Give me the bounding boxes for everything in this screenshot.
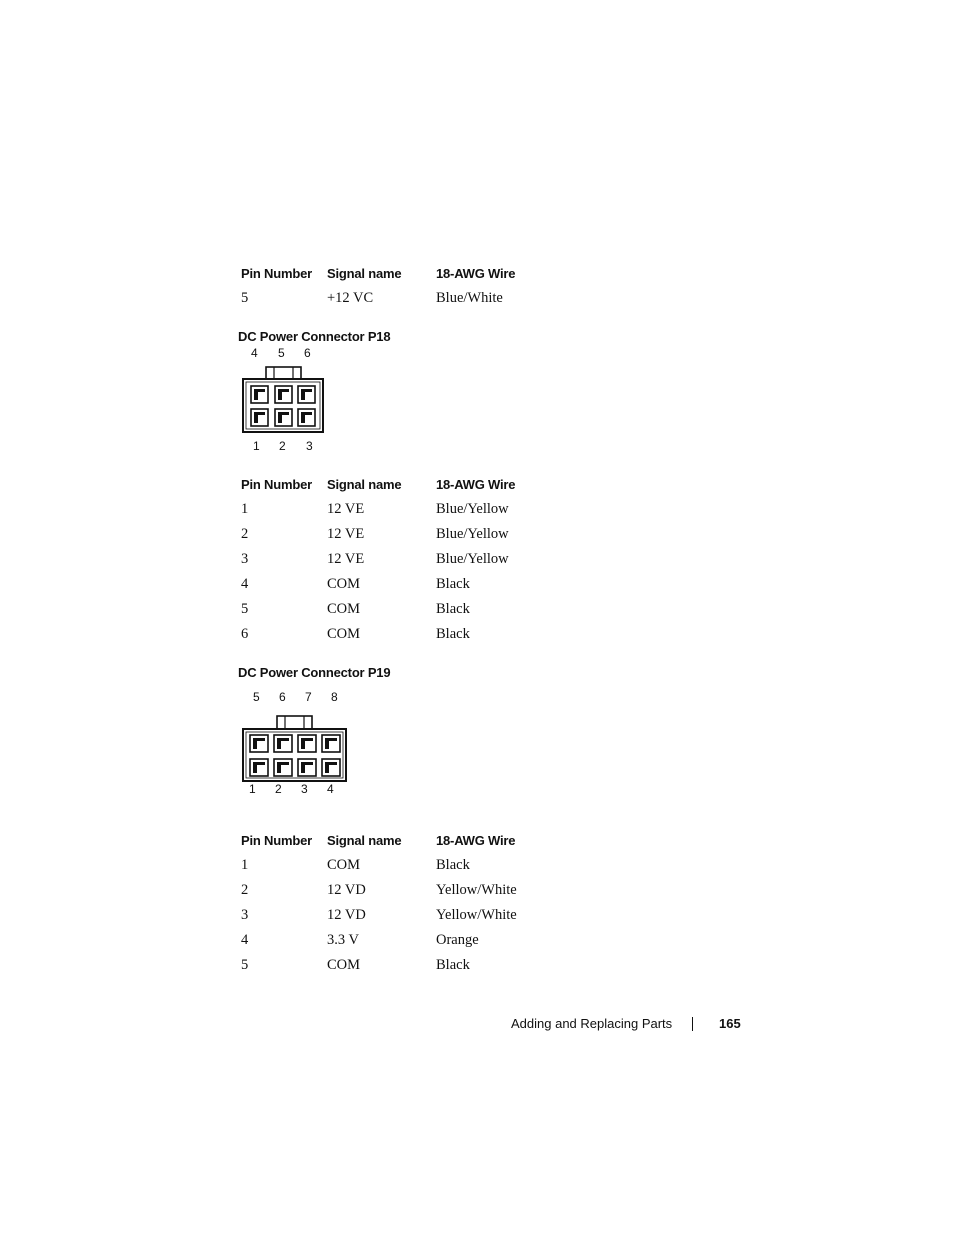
wire-color: Black [436,957,470,973]
wire-color: Black [436,857,470,873]
pin-label: 7 [305,690,312,704]
table-row [241,932,561,952]
pin-label: 3 [306,439,313,453]
pin-number: 5 [241,290,249,306]
pin-number: 6 [241,626,249,642]
table-row [241,290,561,310]
table-row [241,526,561,546]
wire-color: Black [436,626,470,642]
wire-color: Black [436,576,470,592]
header-pin-number: Pin Number [241,266,312,281]
pin-number: 3 [241,551,249,567]
signal-name: COM [327,957,361,973]
pin-number: 5 [241,601,249,617]
page-number: 165 [719,1016,741,1031]
pin-label: 2 [279,439,286,453]
table-header-row [241,833,561,853]
header-signal-name: Signal name [327,266,402,281]
signal-name: 12 VE [327,501,365,517]
header-signal-name: Signal name [327,477,402,492]
pin-number: 1 [241,501,249,517]
header-wire: 18-AWG Wire [436,833,516,848]
pin-number: 2 [241,882,249,898]
signal-name: COM [327,626,361,642]
table-row [241,501,561,521]
connector-p19-diagram [240,713,352,785]
footer-divider [692,1017,693,1031]
wire-color: Orange [436,932,479,948]
table-row [241,601,561,621]
signal-name: +12 VC [327,290,374,306]
pin-label: 3 [301,782,308,796]
wire-color: Blue/Yellow [436,501,509,517]
header-pin-number: Pin Number [241,477,312,492]
footer-section-title: Adding and Replacing Parts [511,1016,673,1031]
signal-name: COM [327,601,361,617]
table-row [241,576,561,596]
connector-p18-diagram [240,365,330,437]
signal-name: 12 VD [327,907,366,923]
pin-label: 1 [249,782,256,796]
pin-number: 1 [241,857,249,873]
pin-number: 3 [241,907,249,923]
pin-label: 4 [251,346,258,360]
table-header-row [241,477,561,497]
table-row [241,857,561,877]
header-signal-name: Signal name [327,833,402,848]
wire-color: Yellow/White [436,882,517,898]
pin-label: 5 [278,346,285,360]
pin-label: 6 [304,346,311,360]
pin-label: 1 [253,439,260,453]
header-wire: 18-AWG Wire [436,266,516,281]
pin-number: 4 [241,932,249,948]
table-row [241,551,561,571]
table-row [241,882,561,902]
signal-name: COM [327,576,361,592]
table-row [241,957,561,977]
pin-label: 5 [253,690,260,704]
pin-number: 4 [241,576,249,592]
table-row [241,907,561,927]
connector-p19-title: DC Power Connector P19 [238,665,391,680]
signal-name: 3.3 V [327,932,359,948]
pin-number: 5 [241,957,249,973]
connector-p18-title: DC Power Connector P18 [238,329,391,344]
header-wire: 18-AWG Wire [436,477,516,492]
signal-name: 12 VE [327,551,365,567]
wire-color: Blue/Yellow [436,551,509,567]
signal-name: 12 VD [327,882,366,898]
wire-color: Blue/Yellow [436,526,509,542]
pin-number: 2 [241,526,249,542]
pin-label: 6 [279,690,286,704]
pin-label: 2 [275,782,282,796]
table-row [241,626,561,646]
wire-color: Black [436,601,470,617]
wire-color: Blue/White [436,290,503,306]
header-pin-number: Pin Number [241,833,312,848]
signal-name: COM [327,857,361,873]
wire-color: Yellow/White [436,907,517,923]
pin-label: 4 [327,782,334,796]
table-header-row [241,266,561,286]
pin-label: 8 [331,690,338,704]
signal-name: 12 VE [327,526,365,542]
